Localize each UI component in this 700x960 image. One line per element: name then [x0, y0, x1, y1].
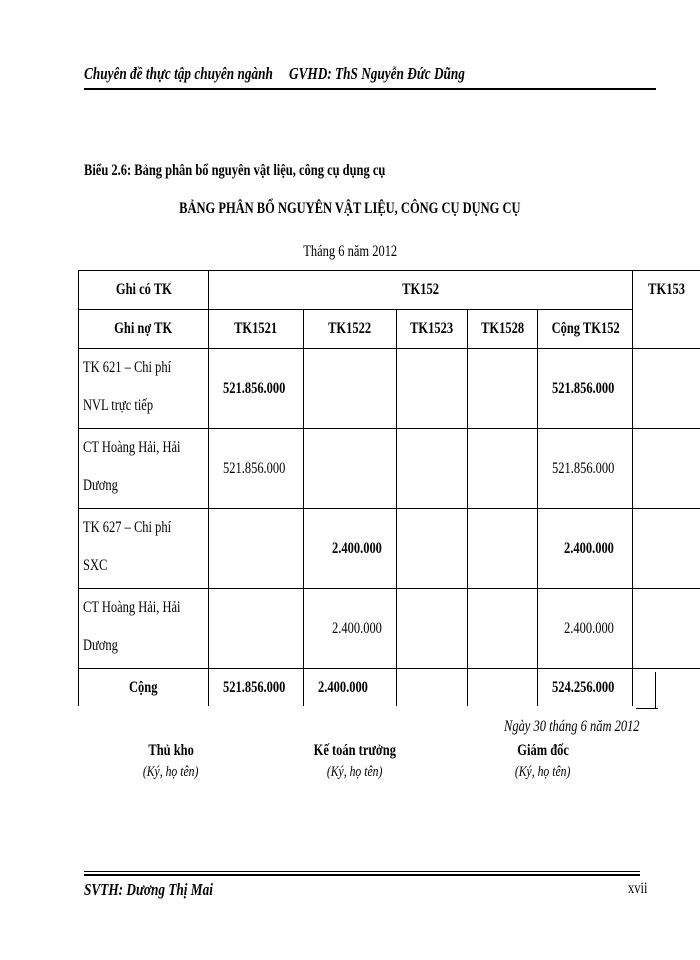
- total-value: 521.856.000: [223, 678, 286, 696]
- total-value-cell: [467, 669, 538, 707]
- footer-rule: [84, 871, 640, 872]
- row-label-line: CT Hoàng Hải, Hải: [83, 599, 181, 616]
- header-topic: Chuyên đề thực tập chuyên ngành: [84, 64, 273, 83]
- signature-note: [270, 764, 440, 781]
- total-value-cell: [209, 669, 304, 707]
- row-label-line: CT Hoàng Hải, Hải: [83, 439, 181, 456]
- value-text: 2.400.000: [332, 619, 382, 637]
- page-number: [628, 880, 653, 898]
- value-cell: [538, 429, 633, 509]
- signature-director: [458, 742, 628, 781]
- total-label-cell: [79, 669, 209, 707]
- value-cell: [467, 349, 538, 429]
- table-header-row-2: [79, 310, 700, 349]
- signature-role: [270, 742, 440, 764]
- page-number-text: xvii: [628, 880, 648, 897]
- signature-note: [86, 764, 256, 781]
- column-header: [467, 310, 538, 349]
- figure-caption: [84, 162, 470, 180]
- value-cell: [397, 429, 468, 509]
- allocation-table: [78, 270, 700, 706]
- table-edge-line: [636, 708, 658, 709]
- value-cell: [209, 429, 304, 509]
- row-label-line: TK 627 – Chi phí: [83, 519, 172, 536]
- value-cell: [633, 429, 700, 509]
- column-header: [397, 310, 468, 349]
- value-text: 2.400.000: [564, 539, 615, 557]
- footer-author-text: SVTH: Dương Thị Mai: [84, 880, 213, 899]
- signature-note: [458, 764, 628, 781]
- column-header-label: Cộng TK152: [551, 320, 620, 337]
- row-label-cell: [79, 589, 209, 669]
- page-header: [84, 62, 656, 88]
- total-value: 2.400.000: [318, 678, 368, 696]
- figure-caption-text: Biểu 2.6: Bảng phân bổ nguyên vật liệu, công cụ dụng cụ: [84, 162, 386, 179]
- row-label-cell: [79, 509, 209, 589]
- table-edge-line: [655, 672, 656, 708]
- value-cell: [397, 349, 468, 429]
- value-cell: [633, 589, 700, 669]
- row-label-line: NVL trực tiếp: [83, 397, 154, 414]
- column-header: [209, 310, 304, 349]
- row-label-line: Dương: [83, 477, 118, 494]
- header-rule: [84, 88, 656, 90]
- signature-role-text: Thủ kho: [148, 742, 194, 759]
- column-header: [304, 310, 397, 349]
- group-tk152-cell: [209, 271, 633, 310]
- table-row: [79, 589, 700, 669]
- footer-author: [84, 880, 249, 900]
- signature-storekeeper: [86, 742, 256, 781]
- value-cell: [209, 589, 304, 669]
- value-cell: [538, 349, 633, 429]
- column-header-label: TK1523: [410, 320, 454, 337]
- value-cell: [209, 509, 304, 589]
- signature-role: [458, 742, 628, 764]
- signature-date: [504, 718, 678, 736]
- signature-role: [86, 742, 256, 764]
- group-tk152-label: TK152: [402, 281, 440, 298]
- signature-note-text: (Ký, họ tên): [327, 764, 383, 780]
- corner-debit-label: Ghi nợ TK: [114, 320, 173, 337]
- table-header-row-1: [79, 271, 700, 310]
- total-label: Cộng: [129, 678, 158, 696]
- value-cell: [397, 509, 468, 589]
- corner-debit-cell: [79, 310, 209, 349]
- table-row: [79, 349, 700, 429]
- corner-credit-cell: [79, 271, 209, 310]
- row-label-cell: [79, 429, 209, 509]
- total-row: [79, 669, 700, 707]
- column-header-label: TK1521: [234, 320, 278, 337]
- value-cell: [304, 509, 397, 589]
- signature-role-text: Giám đốc: [517, 742, 569, 759]
- signature-date-text: Ngày 30 tháng 6 năm 2012: [504, 718, 640, 735]
- value-cell: [467, 589, 538, 669]
- corner-credit-label: Ghi có TK: [115, 281, 172, 298]
- table-row: [79, 429, 700, 509]
- table-row: [79, 509, 700, 589]
- value-cell: [467, 429, 538, 509]
- value-cell: [538, 509, 633, 589]
- value-text: 2.400.000: [564, 619, 615, 637]
- value-cell: [633, 349, 700, 429]
- value-cell: [304, 589, 397, 669]
- row-label-line: SXC: [83, 557, 108, 574]
- value-text: 2.400.000: [332, 539, 382, 557]
- value-cell: [304, 429, 397, 509]
- value-text: 521.856.000: [552, 379, 615, 397]
- header-supervisor: GVHD: ThS Nguyễn Đức Dũng: [289, 64, 465, 83]
- signature-note-text: (Ký, họ tên): [143, 764, 199, 780]
- total-value-cell: [633, 669, 700, 707]
- row-label-line: TK 621 – Chi phí: [83, 359, 172, 376]
- signature-note-text: (Ký, họ tên): [515, 764, 571, 780]
- document-title: [84, 200, 616, 218]
- value-text: 521.856.000: [223, 379, 286, 397]
- value-cell: [209, 349, 304, 429]
- footer-rule: [84, 874, 640, 876]
- value-text: 521.856.000: [223, 459, 286, 477]
- total-value: 524.256.000: [552, 678, 615, 696]
- document-period-text: Tháng 6 năm 2012: [303, 243, 397, 260]
- value-cell: [397, 589, 468, 669]
- value-cell: [467, 509, 538, 589]
- value-cell: [633, 509, 700, 589]
- document-period: [84, 243, 616, 261]
- group-tk153-label: TK153: [648, 281, 686, 298]
- total-value-cell: [538, 669, 633, 707]
- value-cell: [304, 349, 397, 429]
- value-text: 521.856.000: [552, 459, 615, 477]
- total-value-cell: [397, 669, 468, 707]
- signature-chief-accountant: [270, 742, 440, 781]
- total-value-cell: [304, 669, 397, 707]
- signature-role-text: Kế toán trưởng: [313, 742, 397, 759]
- column-header: [538, 310, 633, 349]
- row-label-cell: [79, 349, 209, 429]
- value-cell: [538, 589, 633, 669]
- column-header-label: TK1522: [328, 320, 372, 337]
- document-title-text: BẢNG PHÂN BỔ NGUYÊN VẬT LIỆU, CÔNG CỤ DỤNG CỤ: [179, 200, 521, 217]
- column-header-label: TK1528: [481, 320, 525, 337]
- group-tk153-cell: [633, 271, 700, 349]
- row-label-line: Dương: [83, 637, 118, 654]
